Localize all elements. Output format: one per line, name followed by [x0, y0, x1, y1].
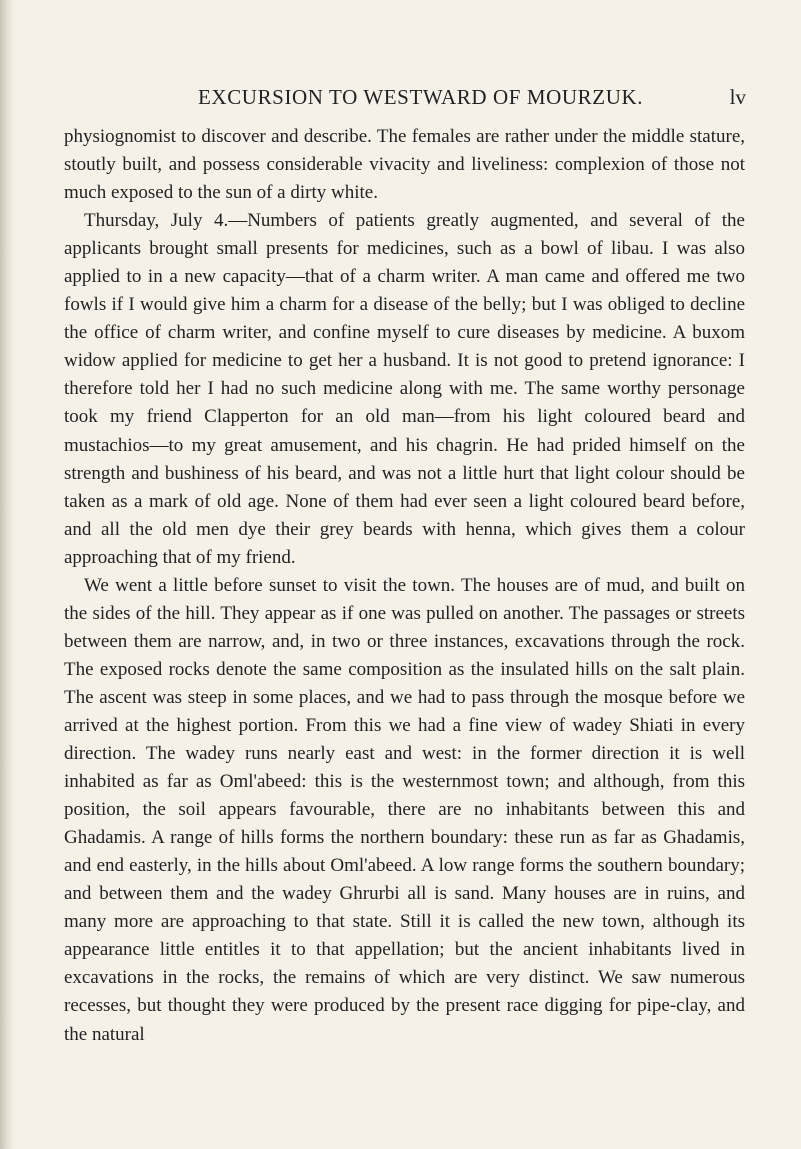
paragraph-town-visit: We went a little before sunset to visit the town. The houses are of mud, and built on the sides of the hill. They appear as if one was pulled on another. The passages or streets between them are narrow, and, in two or three instances, excavations through the rock. The exposed rocks denote the same composition as the insulated hills on the salt plain. The ascent was steep in some places, and we had to pass through the mosque before we arrived at the highest portion. From this we had a fine view of wadey Shiati in every direction. The wadey runs nearly east and west: in the former direction it is well inhabited as far as Oml'abeed: this is the westernmost town; and although, from this position, the soil appears favourable, there are no inhabitants between this and Ghadamis. A range of hills forms the northern boundary: these run as far as Ghadamis, and end easterly, in the hills about Oml'abeed. A low range forms the southern boundary; and between them and the wadey Ghrurbi all is sand. Many houses are in ruins, and many more are approaching to that state. Still it is called the new town, although its appearance little entitles it to that appellation; but the ancient inhabitants lived in excavations in the rocks, the remains of which are very distinct. We saw numerous recesses, but thought they were produced by the present race digging for pipe-clay, and the natural — [64, 574, 745, 1045]
running-head — [198, 85, 746, 115]
body-text — [64, 123, 745, 1049]
paragraph-continued: physiognomist to discover and describe. The females are rather under the middle stature, stoutly built, and possess considerable vivacity and liveliness: complexion of those not much exposed to the sun of a dirty white. — [64, 126, 745, 204]
running-title: EXCURSION TO WESTWARD OF MOURZUK. — [198, 85, 644, 109]
paragraph-thursday-july-4: Thursday, July 4.—Numbers of patients greatly augmented, and several of the applicants brought small presents for medicines, such as a bowl of libau. I was also applied to in a new capacity—that of a charm writer. A man came and offered me two fowls if I would give him a charm for a disease of the belly; but I was obliged to decline the office of charm writer, and confine myself to cure diseases by medicine. A buxom widow applied for medicine to get her a husband. It is not good to pretend ignorance: I therefore told her I had no such medicine along with me. The same worthy personage took my friend Clapperton for an old man—from his light coloured beard and mustachios—to my great amusement, and his chagrin. He had prided himself on the strength and bushiness of his beard, and was not a little hurt that light colour should be taken as a mark of old age. None of them had ever seen a light coloured beard before, and all the old men dye their grey beards with henna, which gives them a colour approaching that of my friend. — [64, 210, 745, 568]
page-number: lv — [729, 85, 746, 109]
